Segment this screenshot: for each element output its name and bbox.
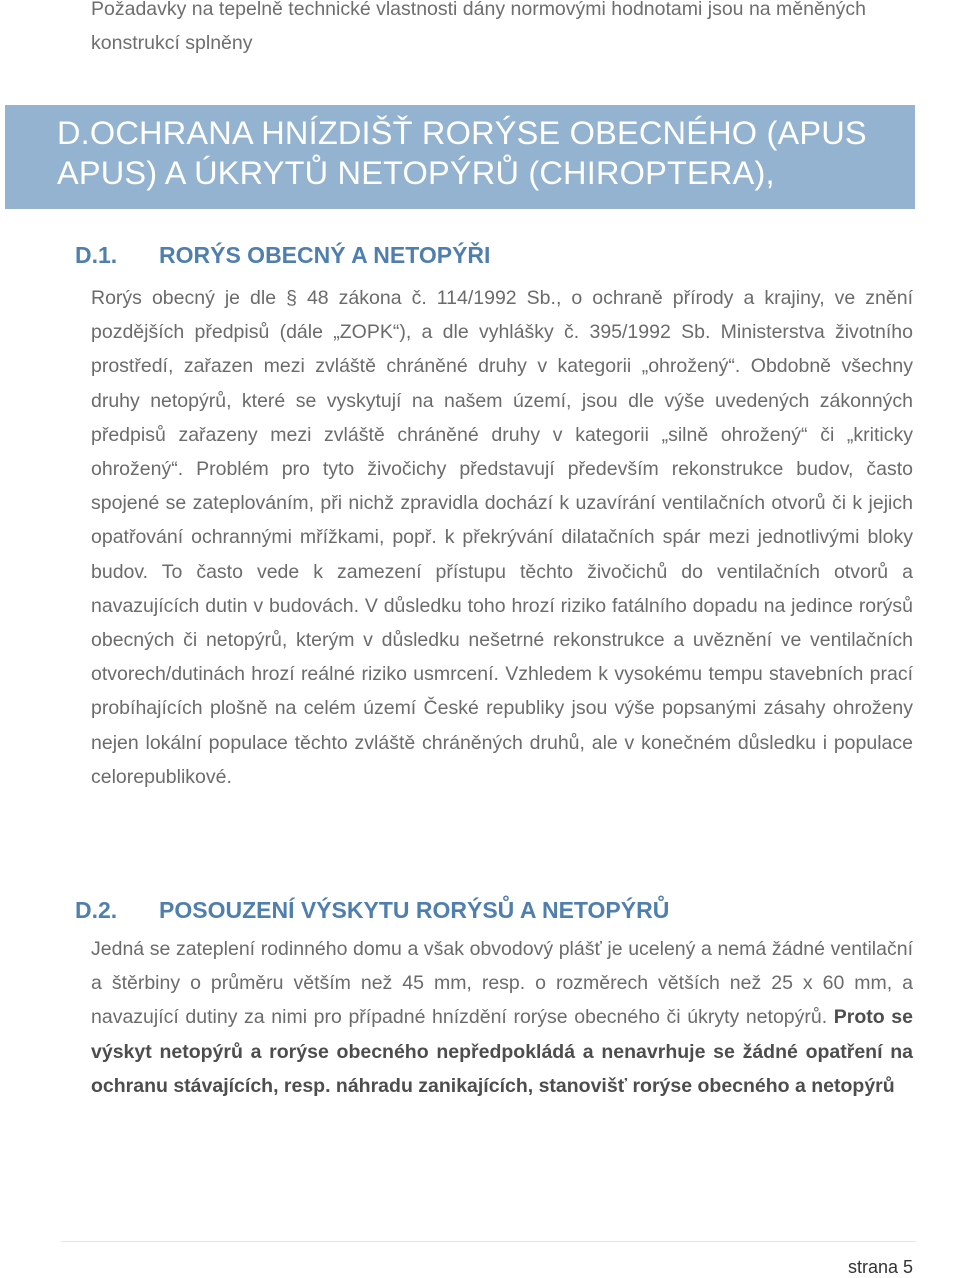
section-title: RORÝS OBECNÝ A NETOPÝŘI: [159, 242, 491, 268]
section-title: POSOUZENÍ VÝSKYTU RORÝSŮ A NETOPÝRŮ: [159, 897, 670, 923]
section-heading-d1: [75, 242, 490, 269]
page-number: strana 5: [847, 1257, 913, 1277]
section-d1-body: Rorýs obecný je dle § 48 zákona č. 114/1992 Sb., o ochraně přírody a krajiny, ve znění pozdějších předpisů (dále „ZOPK“), a dle vyhlášky č. 395/1992 Sb. Ministerstva životního prostředí, zařazen mezi zvláště chráněné druhy v kategorii „ohrožený“. Obdobně všechny druhy netopýrů, které se vyskytují na našem území, jsou dle výše uvedených zákonných předpisů zařazeny mezi zvláště chráněné druhy v kategorii „silně ohrožený“ či „kriticky ohrožený“. Problém pro tyto živočichy představují především rekonstrukce budov, často spojené se zateplováním, při nichž zpravidla dochází k uzavírání ventilačních otvorů či k jejich opatřování ochrannými mřížkami, popř. k překrývání dilatačních spár mezi jednotlivými bloky budov. To často vede k zamezení přístupu těchto živočichů do ventilačních otvorů a navazujících dutin v budovách. V důsledku toho hrozí riziko fatálního dopadu na jedince rorýsů obecných či netopýrů, kterým v důsledku nešetrné rekonstrukce a uvěznění ve ventilačních otvorech/dutinách hrozí reálné riziko usmrcení. Vzhledem k vysokému tempu stavebních prací probíhajících plošně na celém území České republiky jsou výše popsanými zásahy ohroženy nejen lokální populace těchto zvláště chráněných druhů, ale v konečném důsledku i populace celorepublikové.: [91, 287, 913, 788]
section-number: D.1.: [75, 242, 118, 268]
section-heading-d2: [75, 897, 669, 924]
section-d2-conclusion: Proto se výskyt netopýrů a rorýse obecného nepředpokládá a nenavrhuje se žádné opatření na ochranu stávajících, resp. náhradu zanikajících, stanovišť rorýse obecného a netopýrů: [91, 1006, 913, 1097]
intro-paragraph: Požadavky na tepelně technické vlastnosti dány normovými hodnotami jsou na měněných konstrukcí splněny: [91, 0, 867, 54]
footer-divider: [61, 1241, 916, 1242]
chapter-banner: [5, 105, 915, 209]
chapter-title-line-2: APUS) A ÚKRYTŮ NETOPÝRŮ (CHIROPTERA),: [57, 155, 775, 191]
section-number: D.2.: [75, 897, 118, 923]
chapter-title-line-1: D.OCHRANA HNÍZDIŠŤ RORÝSE OBECNÉHO (APUS: [57, 115, 867, 151]
section-d2-body: [91, 932, 913, 1103]
section-d2-body-text: Jedná se zateplení rodinného domu a však obvodový plášť je ucelený a nemá žádné ventilační a štěrbiny o průměru větším než 45 mm, resp. o rozměrech větších než 25 x 60 mm, a navazující dutiny za nimi pro případné hnízdění rorýse obecného či úkryty netopýrů.: [91, 938, 913, 1029]
